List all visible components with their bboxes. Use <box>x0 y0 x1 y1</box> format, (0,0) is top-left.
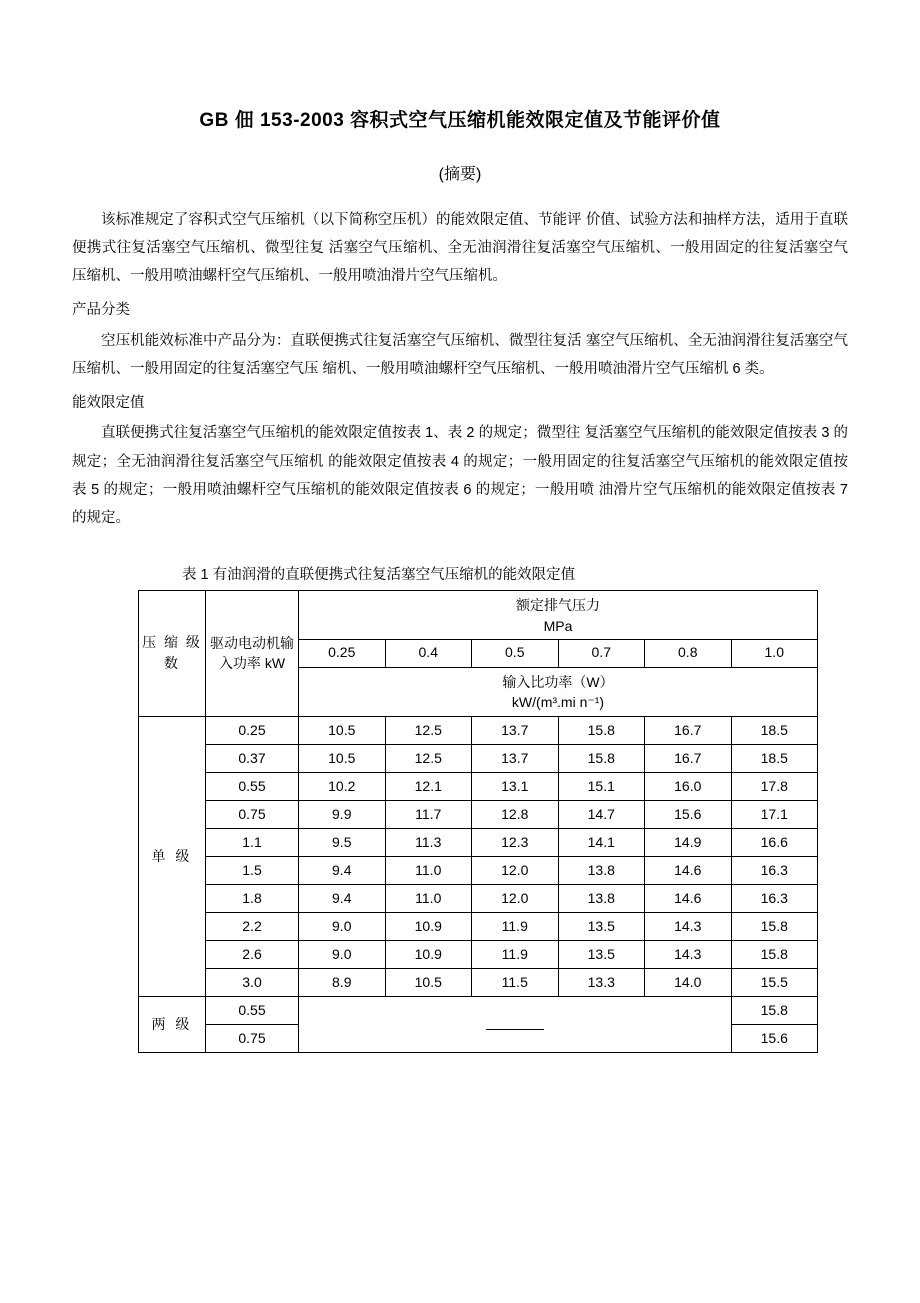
cell-power: 0.55 <box>206 997 299 1025</box>
section-text-classification: 空压机能效标准中产品分为：直联便携式往复活塞空气压缩机、微型往复活 塞空气压缩机、全无油润滑往复活塞空气压缩机、一般用固定的往复活塞空气压 缩机、一般用喷油螺杆空气压缩机、一般用喷油滑片空气压缩机 6 类。 <box>72 332 848 377</box>
cell-value: 14.7 <box>558 801 645 829</box>
cell-value: 14.3 <box>645 941 732 969</box>
cell-value: 13.8 <box>558 857 645 885</box>
cell-value: 15.8 <box>731 941 818 969</box>
table-row <box>139 941 818 969</box>
intro-paragraph: 该标准规定了容积式空气压缩机（以下简称空压机）的能效限定值、节能评 价值、试验方法和抽样方法，适用于直联便携式往复活塞空气压缩机、微型往复 活塞空气压缩机、全无油润滑往复活塞空气压缩机、一般用固定的往复活塞空气 压缩机、一般用喷油螺杆空气压缩机、一般用喷油滑片空气压缩机。 <box>72 211 848 285</box>
section-heading-energy-limit: 能效限定值 <box>72 395 145 412</box>
cell-value: 9.9 <box>299 801 386 829</box>
cell-value: 14.6 <box>645 857 732 885</box>
cell-value: 13.5 <box>558 941 645 969</box>
header-specific-power-unit: kW/(m³.mi n⁻¹) <box>511 693 605 710</box>
header-motor-power: 驱动电动机输入功率 kW <box>206 590 299 717</box>
table-row <box>139 717 818 745</box>
cell-value: 11.9 <box>472 941 559 969</box>
cell-value: 12.0 <box>472 857 559 885</box>
header-pressure <box>299 590 818 639</box>
page-subtitle: (摘要) <box>438 165 482 183</box>
page-title: GB 佃 153-2003 容积式空气压缩机能效限定值及节能评价值 <box>199 110 721 131</box>
cell-value: 9.0 <box>299 913 386 941</box>
header-pressure-value: 0.4 <box>385 639 472 667</box>
cell-value: 11.7 <box>385 801 472 829</box>
cell-value: 16.6 <box>731 829 818 857</box>
cell-value: 16.3 <box>731 885 818 913</box>
group-label-single-stage: 单 级 <box>139 717 206 997</box>
cell-value: 14.3 <box>645 913 732 941</box>
header-pressure-value: 0.25 <box>299 639 386 667</box>
header-stage: 压 缩 级 数 <box>139 590 206 717</box>
cell-power: 0.55 <box>206 773 299 801</box>
table-row <box>139 997 818 1025</box>
cell-value: 16.0 <box>645 773 732 801</box>
header-pressure-title: 额定排气压力 <box>516 596 600 613</box>
cell-not-applicable <box>299 997 732 1053</box>
cell-power: 0.25 <box>206 717 299 745</box>
cell-value: 9.5 <box>299 829 386 857</box>
header-pressure-value: 1.0 <box>731 639 818 667</box>
cell-power: 1.5 <box>206 857 299 885</box>
table-row <box>139 829 818 857</box>
cell-value: 10.5 <box>299 745 386 773</box>
cell-value: 13.7 <box>472 717 559 745</box>
cell-value: 13.1 <box>472 773 559 801</box>
cell-value: 18.5 <box>731 745 818 773</box>
cell-value: 17.8 <box>731 773 818 801</box>
cell-power: 3.0 <box>206 969 299 997</box>
cell-power: 0.37 <box>206 745 299 773</box>
cell-value: 15.8 <box>731 913 818 941</box>
table-row <box>139 913 818 941</box>
cell-value: 11.0 <box>385 857 472 885</box>
cell-value: 10.5 <box>299 717 386 745</box>
cell-value: 13.7 <box>472 745 559 773</box>
cell-value: 9.4 <box>299 857 386 885</box>
cell-value: 13.5 <box>558 913 645 941</box>
header-specific-power-title: 输入比功率（W） <box>502 673 614 690</box>
cell-value: 11.0 <box>385 885 472 913</box>
cell-value: 15.6 <box>731 1025 818 1053</box>
cell-power: 1.1 <box>206 829 299 857</box>
section-text-energy-limit: 直联便携式往复活塞空气压缩机的能效限定值按表 1、表 2 的规定；微型往 复活塞空气压缩机的能效限定值按表 3 的规定；全无油润滑往复活塞空气压缩机 的能效限定值按表 4 的规定；一般用固定的往复活塞空气压缩机的能效限定值按 表 5 的规定；一般用喷油螺杆空气压缩机的能效限定值按表 6 的规定；一般用喷 油滑片空气压缩机的能效限定值按表 7 的规定。 <box>72 425 848 527</box>
table-row <box>139 885 818 913</box>
cell-value: 16.3 <box>731 857 818 885</box>
table-row <box>139 801 818 829</box>
cell-power: 2.2 <box>206 913 299 941</box>
cell-value: 14.6 <box>645 885 732 913</box>
cell-value: 10.9 <box>385 941 472 969</box>
cell-power: 1.8 <box>206 885 299 913</box>
cell-value: 12.1 <box>385 773 472 801</box>
cell-value: 16.7 <box>645 745 732 773</box>
cell-power: 0.75 <box>206 1025 299 1053</box>
cell-power: 2.6 <box>206 941 299 969</box>
cell-value: 13.3 <box>558 969 645 997</box>
group-label-two-stage: 两 级 <box>139 997 206 1053</box>
cell-value: 18.5 <box>731 717 818 745</box>
cell-value: 13.8 <box>558 885 645 913</box>
cell-value: 14.1 <box>558 829 645 857</box>
header-pressure-unit: MPa <box>543 617 573 634</box>
cell-value: 15.1 <box>558 773 645 801</box>
cell-value: 10.5 <box>385 969 472 997</box>
table-header-row-1 <box>139 590 818 639</box>
cell-value: 8.9 <box>299 969 386 997</box>
cell-value: 10.2 <box>299 773 386 801</box>
table-row <box>139 857 818 885</box>
header-pressure-value: 0.8 <box>645 639 732 667</box>
cell-value: 15.8 <box>558 745 645 773</box>
section-heading-classification: 产品分类 <box>72 302 130 319</box>
cell-power: 0.75 <box>206 801 299 829</box>
cell-value: 10.9 <box>385 913 472 941</box>
table-row <box>139 969 818 997</box>
cell-value: 12.5 <box>385 745 472 773</box>
cell-value: 9.0 <box>299 941 386 969</box>
energy-limit-table <box>138 590 818 1054</box>
dash-mark <box>486 1021 544 1030</box>
table-caption: 表 1 有油润滑的直联便携式往复活塞空气压缩机的能效限定值 <box>182 566 576 583</box>
cell-value: 15.8 <box>731 997 818 1025</box>
cell-value: 9.4 <box>299 885 386 913</box>
cell-value: 11.3 <box>385 829 472 857</box>
cell-value: 14.0 <box>645 969 732 997</box>
cell-value: 16.7 <box>645 717 732 745</box>
cell-value: 11.9 <box>472 913 559 941</box>
table-row <box>139 745 818 773</box>
cell-value: 15.5 <box>731 969 818 997</box>
cell-value: 11.5 <box>472 969 559 997</box>
header-pressure-value: 0.5 <box>472 639 559 667</box>
cell-value: 17.1 <box>731 801 818 829</box>
cell-value: 12.8 <box>472 801 559 829</box>
cell-value: 12.3 <box>472 829 559 857</box>
cell-value: 14.9 <box>645 829 732 857</box>
cell-value: 15.8 <box>558 717 645 745</box>
header-pressure-value: 0.7 <box>558 639 645 667</box>
spacer <box>72 537 848 563</box>
cell-value: 15.6 <box>645 801 732 829</box>
cell-value: 12.5 <box>385 717 472 745</box>
cell-value: 12.0 <box>472 885 559 913</box>
table-row <box>139 773 818 801</box>
header-specific-power <box>299 667 818 717</box>
